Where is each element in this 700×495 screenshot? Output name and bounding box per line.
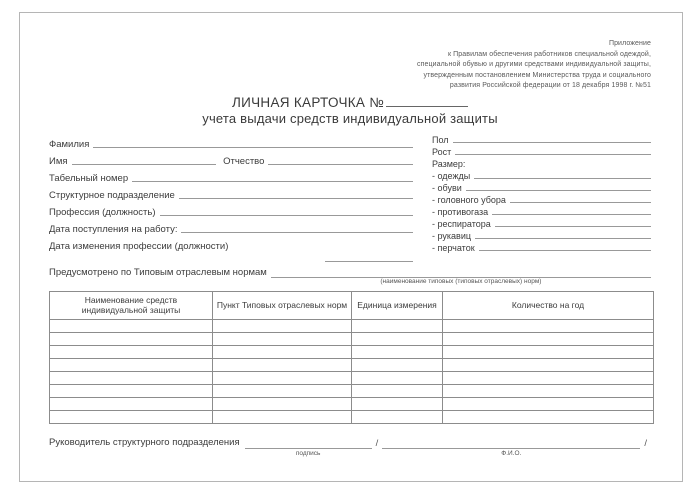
title-line1 [49,95,651,111]
table-cell [443,332,654,345]
blank-line [181,232,413,233]
signature-caption: подпись [295,449,321,457]
field-row-size [432,230,651,242]
table-cell [50,397,213,410]
norms-caption: (наименование типовых (типовых отраслевых) норм) [380,277,542,285]
field-row-size [432,170,651,182]
equipment-table-body [50,319,654,423]
table-cell [352,358,443,371]
table-cell [443,410,654,423]
table-cell [50,384,213,397]
field-label: Рост [432,146,452,157]
table-cell [352,384,443,397]
blank-line [179,198,413,199]
table-cell [352,332,443,345]
slash-separator: / [375,437,379,449]
table-cell [352,319,443,332]
appendix-line: утвержденным постановлением Министерства труда и социального [423,71,651,79]
table-cell [50,319,213,332]
field-row-surname [49,134,413,151]
table-header-cell: Единица измерения [352,291,443,319]
blank-line [474,178,651,179]
card-number-blank [386,103,468,107]
name-blank-line [382,436,640,449]
field-label: - респиратора [432,218,491,229]
field-label: Фамилия [49,138,90,150]
field-label: Табельный номер [49,172,129,184]
blank-line [479,250,651,251]
blank-line [72,164,217,165]
table-row [50,345,654,358]
blank-line [455,154,651,155]
field-label: - противогаза [432,206,489,217]
name-caption: Ф.И.О. [501,449,522,457]
table-cell [50,332,213,345]
table-row [50,371,654,384]
table-cell [213,358,352,371]
appendix-note [49,39,651,92]
field-row-profession-change-date [49,236,413,253]
appendix-line: к Правилам обеспечения работников специальной одеждой, [447,50,651,58]
appendix-line: специальной обувью и другими средствами индивидуальной защиты, [417,61,651,68]
form-sheet [19,12,683,482]
table-cell [352,371,443,384]
employee-fields [49,134,413,262]
fields-section [49,134,651,262]
field-label: Структурное подразделение [49,189,175,201]
field-row-size [432,218,651,230]
field-label: - головного убора [432,194,506,205]
field-row-sex [432,134,651,146]
blank-line [271,265,651,285]
blank-line [93,147,413,148]
table-cell [443,319,654,332]
table-row [50,410,654,423]
equipment-table-head [50,291,654,319]
blank-line [492,214,651,215]
table-cell [443,384,654,397]
table-cell [213,384,352,397]
blank-line [510,202,651,203]
title-line2: учета выдачи средств индивидуальной защиты [202,110,498,126]
signature-label: Руководитель структурного подразделения [49,436,240,448]
form-title [49,95,651,126]
table-cell [213,319,352,332]
appendix-line: развития Российской федерации от 18 декабря 1998 г. №51 [449,82,651,89]
field-row-name-patronymic [49,151,413,168]
table-cell [352,397,443,410]
blank-line [268,164,413,165]
table-cell [213,332,352,345]
table-header-row [50,291,654,319]
blank-line [466,190,651,191]
field-row-size [432,194,651,206]
field-row-size-header [432,158,651,170]
table-cell [443,345,654,358]
blank-line [453,142,651,143]
field-label: Отчество [223,155,265,167]
table-header-cell: Пункт Типовых отраслевых норм [213,291,352,319]
signature-row [49,436,651,457]
blank-line [160,215,413,216]
field-label: Пол [432,134,449,145]
table-cell [50,345,213,358]
field-label: - одежды [432,170,471,181]
table-cell [213,410,352,423]
field-label: Размер: [432,158,466,169]
appendix-line: Приложение [608,40,651,47]
table-row [50,358,654,371]
blank-line [325,253,413,262]
table-cell [50,358,213,371]
table-cell [213,345,352,358]
table-header-cell: Количество на год [443,291,654,319]
field-row-hire-date [49,219,413,236]
blank-line [475,238,651,239]
field-row-size [432,242,651,254]
table-row [50,397,654,410]
blank-line [132,181,413,182]
table-cell [213,397,352,410]
field-label: Дата изменения профессии (должности) [49,240,229,252]
field-label: Дата поступления на работу: [49,223,178,235]
field-label: - рукавиц [432,230,472,241]
table-cell [50,410,213,423]
field-row-department [49,185,413,202]
table-row [50,384,654,397]
table-cell [213,371,352,384]
title-text: ЛИЧНАЯ КАРТОЧКА № [231,94,385,110]
measurements-fields [432,134,651,262]
field-row-size [432,206,651,218]
field-row-size [432,182,651,194]
table-header-cell: Наименование средств индивидуальной защиты [50,291,213,319]
table-cell [443,358,654,371]
table-cell [352,345,443,358]
equipment-table [49,291,654,424]
norms-label: Предусмотрено по Типовым отраслевым нормам [49,266,267,278]
field-row-profession-change-blank [49,253,413,262]
table-row [50,332,654,345]
norms-row [49,265,651,285]
field-row-profession [49,202,413,219]
field-row-personnel-number [49,168,413,185]
field-label: - перчаток [432,242,475,253]
table-cell [443,371,654,384]
signature-block [245,436,372,457]
signature-blank-line [245,436,372,449]
sizes-list [432,170,651,254]
field-label: - обуви [432,182,462,193]
blank-line [495,226,651,227]
table-cell [352,410,443,423]
table-cell [50,371,213,384]
table-row [50,319,654,332]
slash-separator: / [644,437,647,449]
field-label: Профессия (должность) [49,206,156,218]
table-cell [443,397,654,410]
field-row-height [432,146,651,158]
field-label: Имя [49,155,68,167]
name-block [382,436,640,457]
